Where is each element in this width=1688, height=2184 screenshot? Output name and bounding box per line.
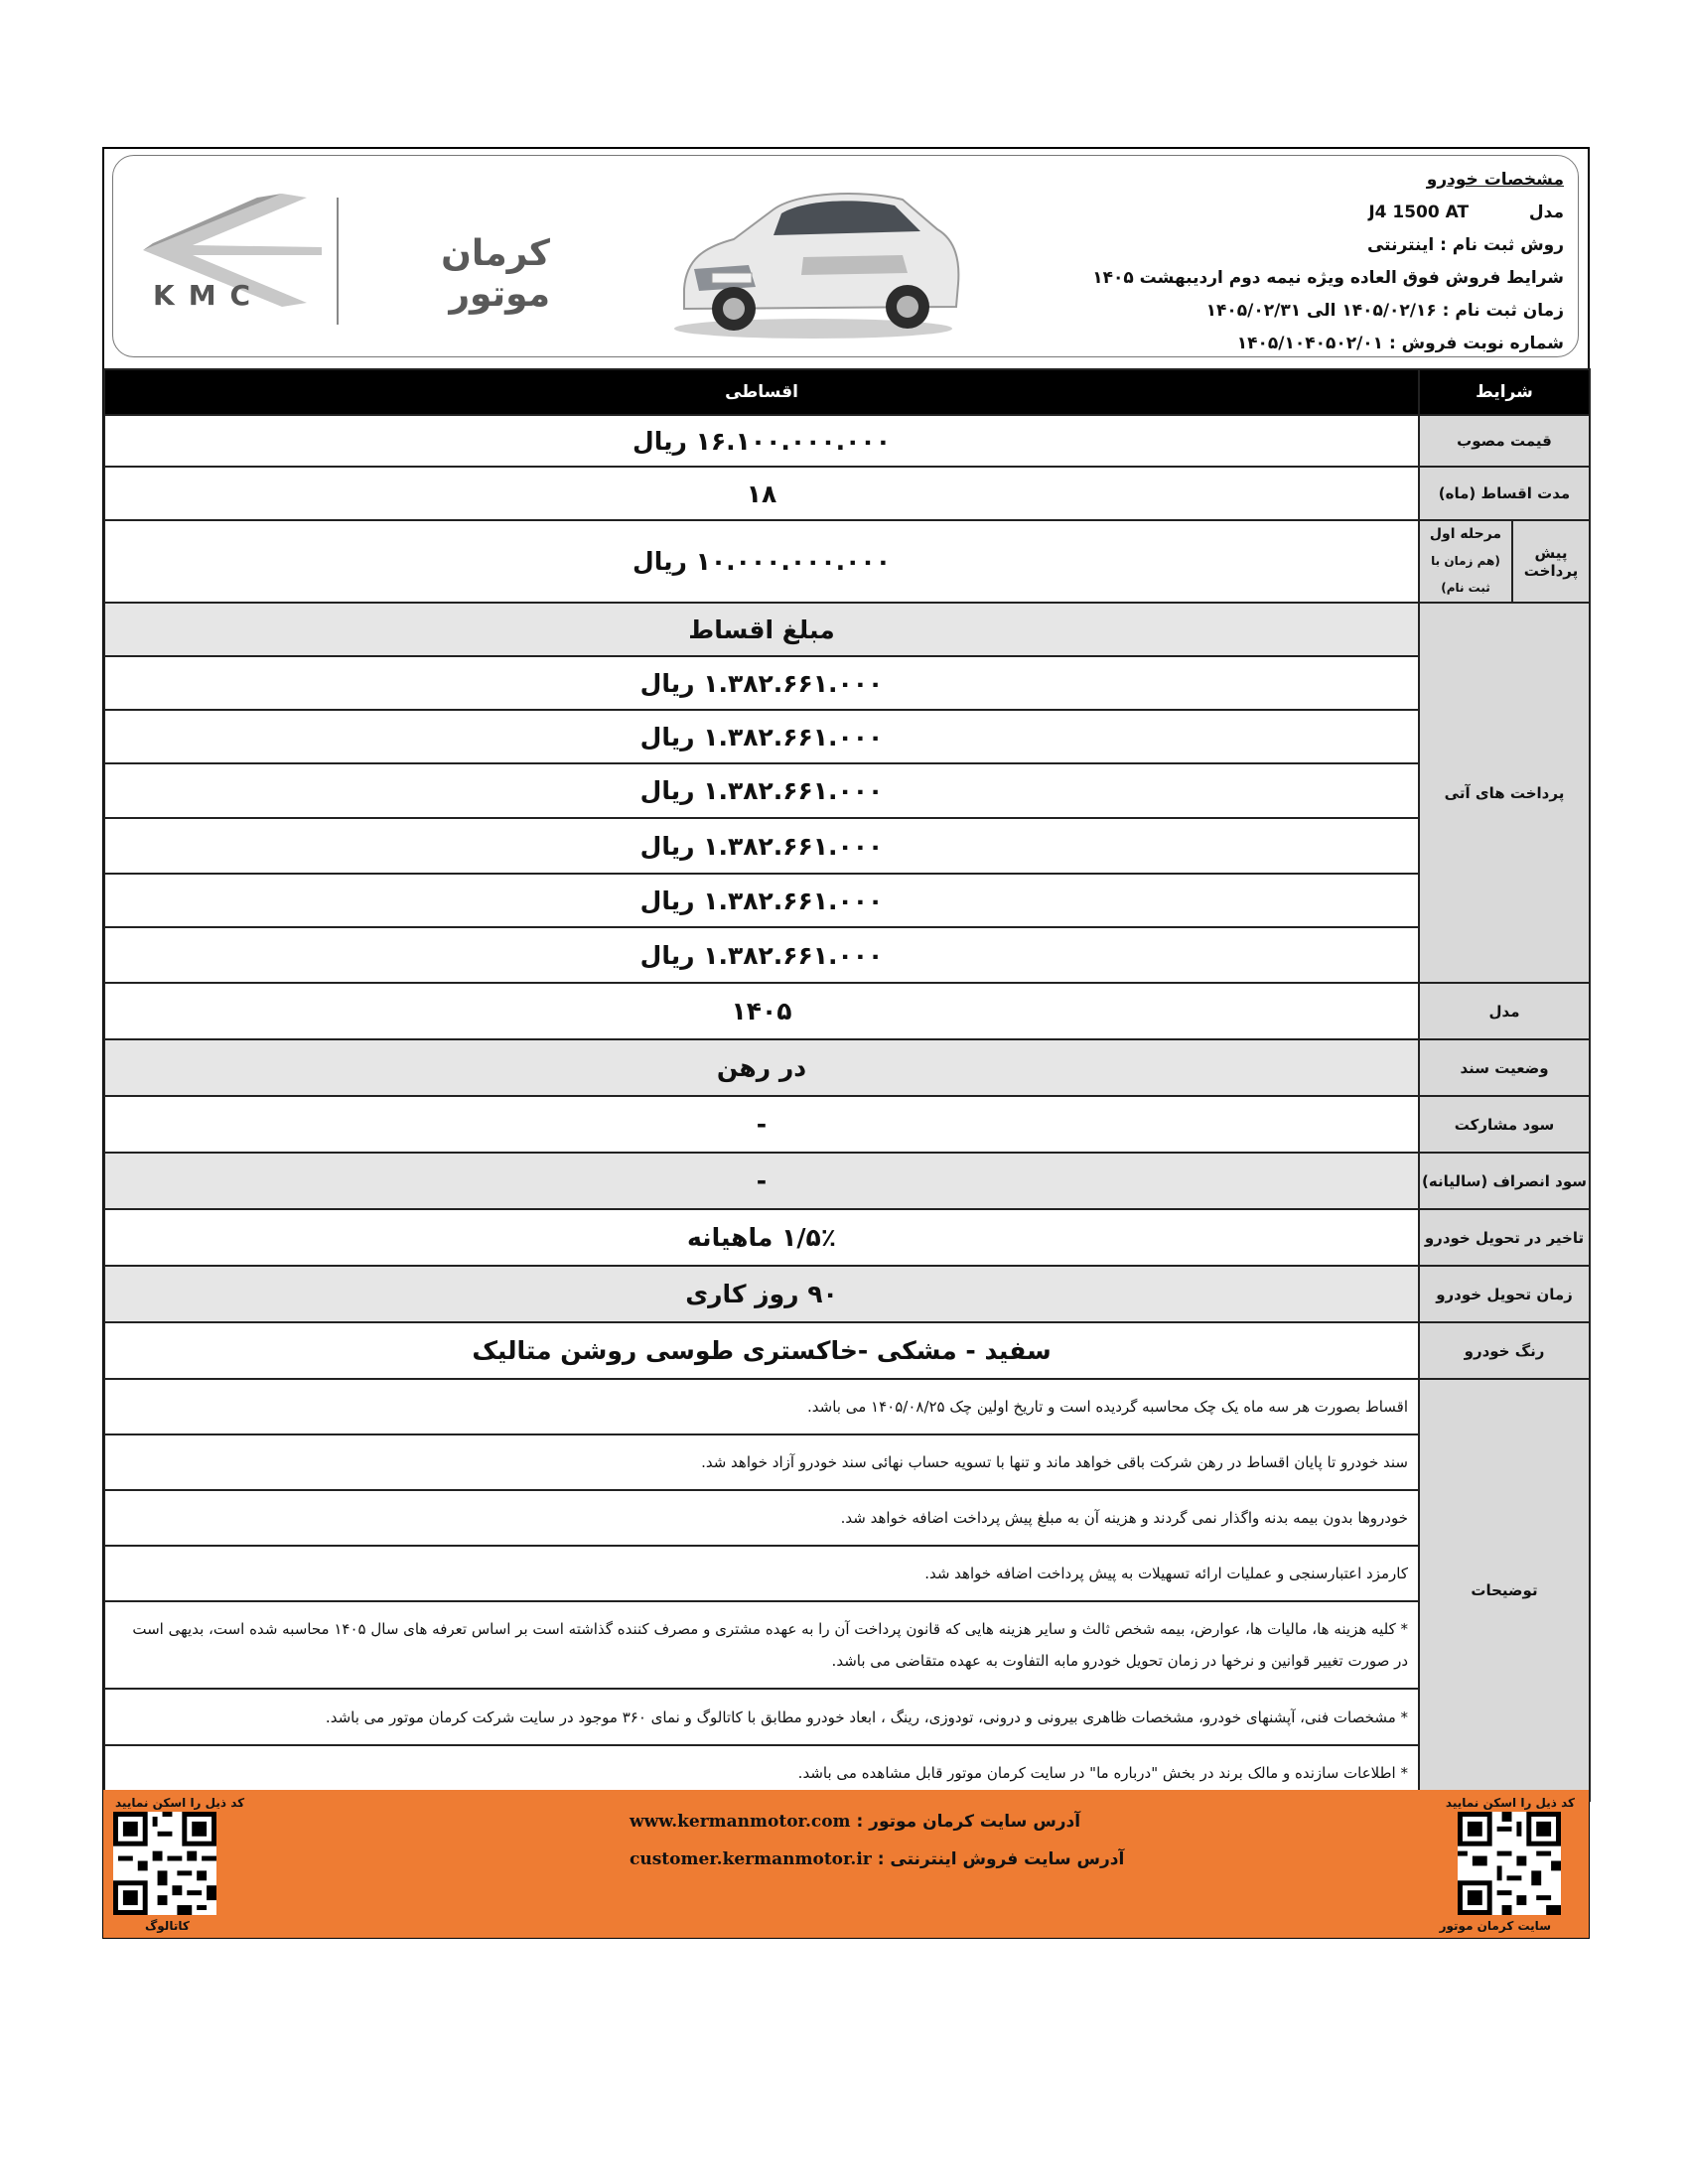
spec-block <box>1048 164 1564 360</box>
installment-amount: ۱.۳۸۲.۶۶۱.۰۰۰ ریال <box>104 656 1419 710</box>
col-conditions: شرایط <box>1419 369 1590 415</box>
site-caption: سایت کرمان موتور <box>1439 1919 1551 1933</box>
participation-profit-value: - <box>104 1096 1419 1153</box>
color-value: سفید - مشکی -خاکستری طوسی روشن متالیک <box>104 1322 1419 1379</box>
notes-label: توضیحات <box>1419 1379 1590 1801</box>
installment-months-value: ۱۸ <box>104 467 1419 520</box>
table-header-row <box>104 369 1590 415</box>
table-row <box>104 1379 1590 1434</box>
table-row <box>104 1039 1590 1096</box>
table-row <box>104 415 1590 467</box>
future-payments-label: پرداخت های آتی <box>1419 603 1590 983</box>
table-row <box>104 1266 1590 1322</box>
kmc-logo <box>133 176 332 325</box>
model-label: مدل <box>1528 203 1564 222</box>
logo-divider <box>337 198 339 325</box>
scan-code-right: کد ذیل را اسکن نمایید <box>1445 1796 1575 1810</box>
header-panel <box>112 155 1579 357</box>
table-row <box>104 1546 1590 1601</box>
catalog-caption: کاتالوگ <box>145 1919 190 1933</box>
color-label: رنگ خودرو <box>1419 1322 1590 1379</box>
shop-label: آدرس سایت فروش اینترنتی : <box>877 1849 1125 1869</box>
note-item: کارمزد اعتبارسنجی و عملیات ارائه تسهیلات به پیش پرداخت اضافه خواهد شد. <box>104 1546 1419 1601</box>
logo-text: KMC <box>153 279 265 312</box>
footer-band <box>103 1790 1589 1938</box>
table-row <box>104 927 1590 983</box>
document-status-label: وضعیت سند <box>1419 1039 1590 1096</box>
table-row <box>104 520 1590 603</box>
qr-code-catalog[interactable] <box>113 1812 216 1915</box>
stage1-label-b: (هم زمان با ثبت نام) <box>1431 554 1500 595</box>
sale-terms: شرایط فروش فوق العاده ویژه نیمه دوم اردیبهشت ۱۴۰۵ <box>1092 268 1564 288</box>
stage1-label-a: مرحله اول <box>1429 526 1502 542</box>
logo-area <box>133 176 550 335</box>
note-item: سند خودرو تا پایان اقساط در رهن شرکت باقی خواهد ماند و تنها با تسویه حساب نهائی سند خودرو آزاد خواهد شد. <box>104 1434 1419 1490</box>
table-row <box>104 818 1590 874</box>
table-row <box>104 874 1590 927</box>
note-item: * اطلاعات سازنده و مالک برند در بخش "درباره ما" در سایت کرمان موتور قابل مشاهده می باشد. <box>104 1745 1419 1801</box>
table-row <box>104 763 1590 818</box>
approved-price-label: قیمت مصوب <box>1419 415 1590 467</box>
table-row <box>104 1490 1590 1546</box>
note-item: خودروها بدون بیمه بدنه واگذار نمی گردند و هزینه آن به مبلغ پیش پرداخت اضافه خواهد شد. <box>104 1490 1419 1546</box>
scan-code-left: کد ذیل را اسکن نمایید <box>115 1796 245 1810</box>
brand-name: کرمان موتور <box>441 233 550 315</box>
table-row <box>104 1096 1590 1153</box>
prepayment-label: پیش پرداخت <box>1512 520 1590 603</box>
note-item: * مشخصات فنی، آپشنهای خودرو، مشخصات ظاهری بیرونی و درونی، تودوزی، رینگ ، ابعاد خودرو مطابق با کاتالوگ و نمای ۳۶۰ موجود در سایت شرکت کرمان موتور می باشد. <box>104 1689 1419 1745</box>
table-row <box>104 1601 1590 1689</box>
delivery-time-label: زمان تحویل خودرو <box>1419 1266 1590 1322</box>
qr-icon <box>113 1812 216 1915</box>
model-value: J4 1500 AT <box>1368 203 1470 222</box>
delay-value: ۱/۵٪ ماهیانه <box>104 1209 1419 1266</box>
table-row <box>104 603 1590 656</box>
model-year-value: ۱۴۰۵ <box>104 983 1419 1039</box>
installment-amount: ۱.۳۸۲.۶۶۱.۰۰۰ ریال <box>104 710 1419 763</box>
document-status-value: در رهن <box>104 1039 1419 1096</box>
col-installment: اقساطی <box>104 369 1419 415</box>
cancellation-profit-label: سود انصراف (سالیانه) <box>1419 1153 1590 1209</box>
delay-label: تاخیر در تحویل خودرو <box>1419 1209 1590 1266</box>
table-row <box>104 1153 1590 1209</box>
qr-icon <box>1458 1812 1561 1915</box>
installment-amount: ۱.۳۸۲.۶۶۱.۰۰۰ ریال <box>104 763 1419 818</box>
note-item: * کلیه هزینه ها، مالیات ها، عوارض، بیمه شخص ثالث و سایر هزینه هایی که قانون پرداخت آن را به عهده مشتری و مصرف کننده گذاشته است بر اساس تعرفه های سال ۱۴۰۵ محاسبه شده است، بدیهی است در صورت تغییر قوانین و نرخها در زمان تحویل خودرو مابه التفاوت به عهده متقاضی می باشد. <box>104 1601 1419 1689</box>
table-row <box>104 1322 1590 1379</box>
installment-amount: ۱.۳۸۲.۶۶۱.۰۰۰ ریال <box>104 927 1419 983</box>
qr-code-site[interactable] <box>1458 1812 1561 1915</box>
sale-round: شماره نوبت فروش : ۱۴۰۵/۱۰۴۰۵۰۲/۰۱ <box>1236 334 1564 353</box>
participation-profit-label: سود مشارکت <box>1419 1096 1590 1153</box>
reg-method: روش ثبت نام : اینترنتی <box>1366 235 1564 255</box>
delivery-time-value: ۹۰ روز کاری <box>104 1266 1419 1322</box>
website-url[interactable]: www.kermanmotor.com <box>630 1812 851 1832</box>
model-year-label: مدل <box>1419 983 1590 1039</box>
website-line <box>630 1812 1080 1832</box>
cancellation-profit-value: - <box>104 1153 1419 1209</box>
table-row <box>104 1209 1590 1266</box>
note-item: اقساط بصورت هر سه ماه یک چک محاسبه گردیده است و تاریخ اولین چک ۱۴۰۵/۰۸/۲۵ می باشد. <box>104 1379 1419 1434</box>
table-row <box>104 656 1590 710</box>
table-row <box>104 1689 1590 1745</box>
installment-months-label: مدت اقساط (ماه) <box>1419 467 1590 520</box>
prepayment-value: ۱۰.۰۰۰.۰۰۰.۰۰۰ ریال <box>104 520 1419 603</box>
table-row <box>104 467 1590 520</box>
spec-title: مشخصات خودرو <box>1426 170 1564 190</box>
shop-url[interactable]: customer.kermanmotor.ir <box>630 1849 872 1869</box>
website-label: آدرس سایت کرمان موتور : <box>856 1812 1081 1832</box>
installment-amount: ۱.۳۸۲.۶۶۱.۰۰۰ ریال <box>104 874 1419 927</box>
reg-time: زمان ثبت نام : ۱۴۰۵/۰۲/۱۶ الی ۱۴۰۵/۰۲/۳۱ <box>1205 301 1564 321</box>
stage1-label <box>1419 520 1512 603</box>
table-row <box>104 1434 1590 1490</box>
conditions-table <box>103 368 1591 1802</box>
table-row <box>104 710 1590 763</box>
car-image <box>664 170 967 343</box>
installment-amount: ۱.۳۸۲.۶۶۱.۰۰۰ ریال <box>104 818 1419 874</box>
approved-price-value: ۱۶.۱۰۰.۰۰۰.۰۰۰ ریال <box>104 415 1419 467</box>
shop-line <box>630 1849 1124 1869</box>
table-row <box>104 983 1590 1039</box>
installment-amount-header: مبلغ اقساط <box>104 603 1419 656</box>
